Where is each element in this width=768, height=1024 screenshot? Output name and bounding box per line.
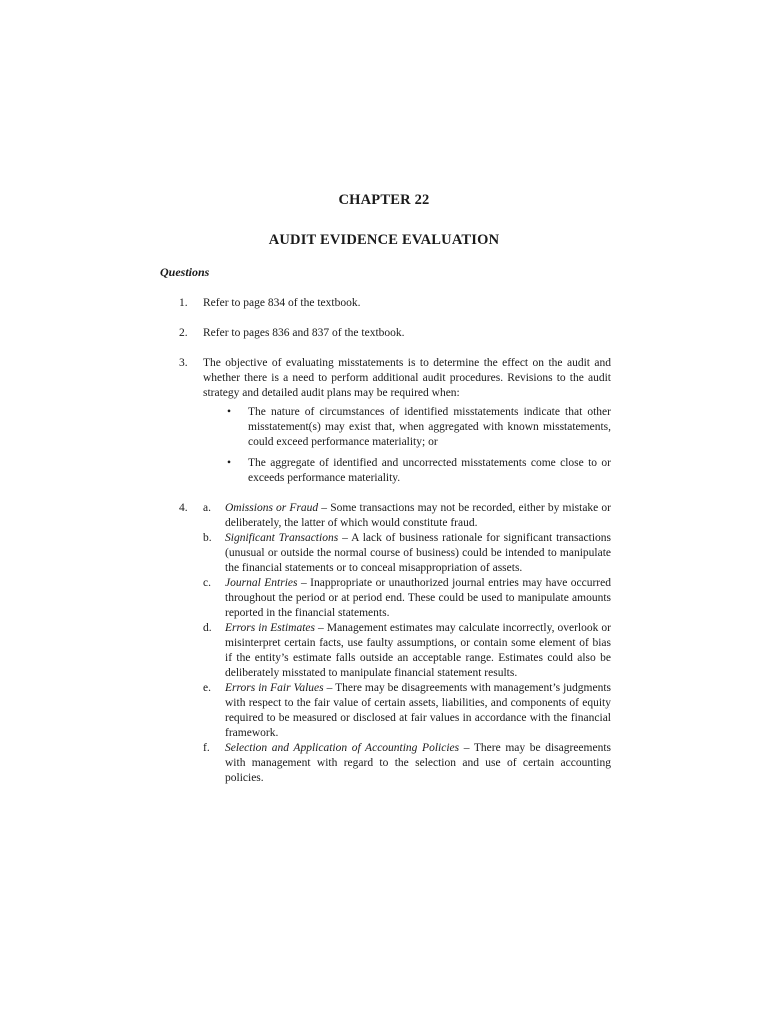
sub-item-term: Errors in Estimates: [225, 622, 316, 634]
sub-item-letter: a.: [203, 502, 211, 514]
sub-item-text: – Management estimates may calculate incorrectly, overlook or misinterpret certain facts, use faulty assumptions, or contain some element of bias if the entity’s estimate falls outside an acceptable range. Estimates could also be deliberately misstated to manipulate financial statement results.: [225, 622, 611, 679]
question-number: 1.: [179, 297, 188, 309]
sub-item-text: – Inappropriate or unauthorized journal entries may have occurred throughout the period or at period end. These could be used to manipulate amounts reported in the financial statements.: [225, 577, 611, 619]
list-item: [203, 456, 611, 486]
sub-item-text: – There may be disagreements with management with regard to the selection and use of certain accounting policies.: [225, 742, 611, 784]
sub-item-term: Errors in Fair Values: [225, 682, 324, 694]
sub-item-c: [179, 576, 611, 621]
sub-item-letter: b.: [203, 532, 212, 544]
bullet-list: [203, 405, 611, 486]
bullet-icon: •: [227, 457, 232, 469]
question-4: [179, 501, 611, 786]
page-title: AUDIT EVIDENCE EVALUATION: [268, 232, 500, 248]
question-2: [179, 326, 611, 341]
question-text: Refer to pages 836 and 837 of the textbook.: [203, 327, 405, 339]
sub-item-letter: f.: [203, 742, 210, 754]
question-number: 2.: [179, 327, 188, 339]
sub-item-text: – There may be disagreements with management’s judgments with respect to the fair value of certain assets, liabilities, and components of equity required to be measured or disclosed at fair values in accordance with the financial framework.: [225, 682, 612, 739]
bullet-text: The aggregate of identified and uncorrected misstatements come close to or exceeds performance materiality.: [248, 457, 611, 484]
sub-item-e: [179, 681, 611, 741]
sub-item-term: Selection and Application of Accounting Policies: [225, 742, 460, 754]
question-text: Refer to page 834 of the textbook.: [203, 297, 361, 309]
sub-item-b: [179, 531, 611, 576]
sub-item-a: [179, 501, 611, 531]
sub-item-letter: c.: [203, 577, 211, 589]
sub-item-d: [179, 621, 611, 681]
sub-item-letter: d.: [203, 622, 212, 634]
question-3: [179, 356, 611, 492]
sub-item-text: – A lack of business rationale for significant transactions (unusual or outside the normal course of business) could be intended to manipulate the financial statements or to conceal misappropriation of assets.: [225, 532, 612, 574]
list-item: [203, 405, 611, 450]
sub-item-text: – Some transactions may not be recorded, either by mistake or deliberately, the latter of which would constitute fraud.: [225, 502, 611, 529]
bullet-icon: •: [227, 406, 232, 418]
chapter-heading: CHAPTER 22: [338, 192, 430, 208]
question-number: 3.: [179, 357, 188, 369]
question-1: [179, 296, 611, 311]
sub-item-term: Omissions or Fraud: [225, 502, 319, 514]
sub-item-term: Significant Transactions: [225, 532, 339, 544]
sub-item-term: Journal Entries: [225, 577, 298, 589]
question-number: 4.: [179, 502, 188, 514]
question-text: The objective of evaluating misstatements is to determine the effect on the audit and whether there is a need to perform additional audit procedures. Revisions to the audit strategy and detailed audit plans may be required when:: [203, 357, 611, 399]
section-heading: Questions: [160, 265, 210, 279]
bullet-text: The nature of circumstances of identified misstatements indicate that other misstatement(s) may exist that, when aggregated with known misstatements, could exceed performance materiality; or: [248, 406, 611, 448]
sub-item-f: [179, 741, 611, 786]
sub-item-letter: e.: [203, 682, 211, 694]
